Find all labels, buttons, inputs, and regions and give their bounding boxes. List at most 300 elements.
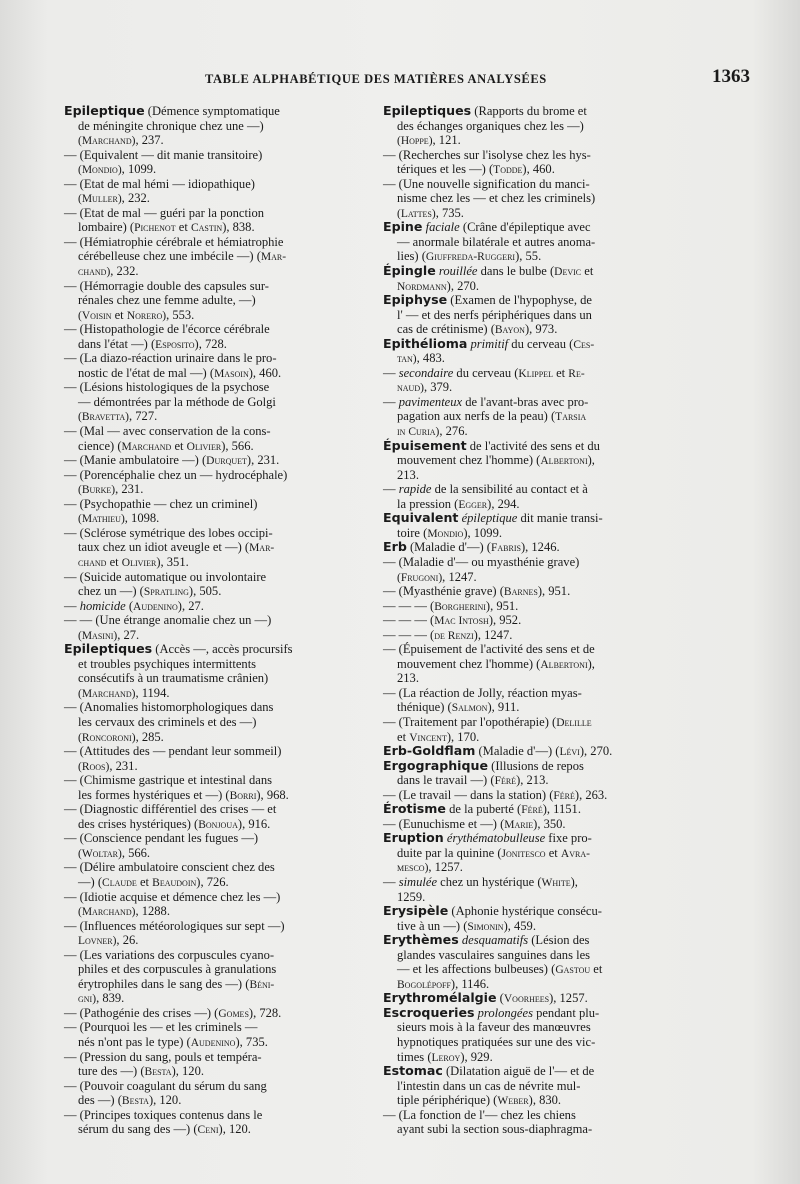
index-text: — (Equivalent — dit manie transitoire) (64, 147, 263, 162)
right-index-column (383, 104, 686, 1137)
index-line (64, 1108, 364, 1123)
index-text: Mar- (249, 542, 275, 555)
index-text: lombaire) ( (78, 220, 135, 235)
index-text: — (Pouvoir coagulant du sérum du sang (64, 1078, 267, 1093)
index-text: , 1098. (124, 511, 160, 526)
index-text: la pression ( (397, 496, 459, 511)
index-text: , 1099. (121, 162, 157, 177)
index-text: et (397, 729, 410, 744)
index-text: pagation aux nerfs de la peau) ( (397, 409, 556, 424)
index-text: pendant plu- (532, 1005, 600, 1020)
index-text: ), 1099. (463, 525, 502, 540)
index-text: ), 838. (222, 220, 255, 235)
index-text: chez un —) ( (78, 584, 144, 599)
index-text: de Renzi (434, 629, 474, 642)
index-text: prolongées (477, 1005, 533, 1020)
index-text: 213. (397, 467, 419, 482)
index-text: , 232. (110, 264, 139, 279)
index-line (383, 351, 686, 366)
index-text: (Marchand) (78, 906, 136, 919)
header-title: TABLE ALPHABÉTIQUE DES MATIÈRES ANALYSÉES (205, 72, 547, 86)
index-line (64, 293, 364, 308)
index-line (383, 817, 686, 832)
index-text: ), 566. (221, 438, 254, 453)
index-text: ), 916. (237, 816, 271, 831)
index-headword: Érotisme (383, 801, 446, 817)
index-line (64, 1064, 364, 1079)
index-text: ), (587, 453, 595, 468)
index-text: — (Les variations des corpuscules cyano- (64, 947, 275, 962)
index-text: (Roncoroni) (78, 731, 136, 744)
index-line (64, 380, 364, 395)
index-line (383, 162, 686, 177)
index-text: gni) (78, 993, 97, 1006)
index-text: Re- (568, 367, 585, 380)
index-text: ), 1257. (549, 991, 588, 1006)
index-text: Voorhees (503, 993, 550, 1006)
index-text: (Mondio) (78, 164, 122, 177)
index-line (383, 104, 686, 119)
index-text: Féré (521, 804, 543, 817)
index-text: — (La fonction de l'— chez les chiens (383, 1107, 576, 1122)
index-line (64, 1093, 364, 1108)
index-text: — (Myasthénie grave) ( (383, 584, 504, 599)
index-text: — (Pression du sang, pouls et tempéra- (64, 1049, 262, 1064)
index-text: tive à un —) ( (397, 918, 468, 933)
index-text: ( (496, 991, 504, 1006)
index-line (64, 235, 364, 250)
index-line (64, 133, 364, 148)
index-text: (Hoppe) (397, 135, 433, 148)
index-headword: Escroqueries (383, 1004, 475, 1020)
index-text: nostic de l'état de mal —) ( (78, 365, 215, 380)
index-line (64, 948, 364, 963)
index-text: (Frugoni) (397, 571, 443, 584)
running-header (60, 66, 750, 90)
index-text: ), 728. (194, 336, 227, 351)
index-line (64, 657, 364, 672)
index-text: , 1194. (135, 685, 170, 700)
index-line (383, 977, 686, 992)
index-line (383, 380, 686, 395)
index-line (64, 177, 364, 192)
index-line (383, 686, 686, 701)
index-text: (Marchand) (78, 135, 136, 148)
index-text: — (Chimisme gastrique et intestinal dans (64, 773, 273, 788)
index-text: philes et des corpuscules à granulations (78, 962, 277, 977)
index-line (383, 264, 686, 279)
index-line (64, 759, 364, 774)
index-text: (Roos) (78, 760, 110, 773)
index-line (383, 206, 686, 221)
index-text: ), 459. (503, 918, 536, 933)
index-line (383, 191, 686, 206)
index-text: ), 952. (488, 613, 522, 628)
index-line (64, 1122, 364, 1137)
index-text: Barnes (503, 586, 538, 599)
index-text: dans le travail —) ( (397, 773, 495, 788)
index-text: dans le bulbe ( (477, 264, 555, 279)
index-text: Lovner) (78, 935, 117, 948)
index-text: — (La réaction de Jolly, réaction myas- (383, 685, 582, 700)
index-line (64, 831, 364, 846)
index-line (383, 657, 686, 672)
index-line (64, 628, 364, 643)
index-text: des crises hystériques) ( (78, 816, 199, 831)
index-line (64, 409, 364, 424)
index-text: Féré (494, 775, 517, 788)
index-text: et (590, 962, 603, 977)
index-line (64, 788, 364, 803)
index-text: Olivier (121, 556, 157, 569)
index-text: Simonin (467, 920, 504, 933)
index-text: taux chez un idiot aveugle et —) ( (78, 540, 250, 555)
index-headword: Estomac (383, 1063, 443, 1079)
index-text: Jonitesco (501, 847, 546, 860)
index-line (64, 1006, 364, 1021)
index-line (64, 540, 364, 555)
index-line (64, 570, 364, 585)
index-line (64, 977, 364, 992)
index-line (383, 1006, 686, 1021)
index-text: — (383, 482, 399, 497)
index-line (64, 322, 364, 337)
index-line (64, 279, 364, 294)
index-text: de la puberté ( (445, 802, 522, 817)
index-text: — (Lésions histologiques de la psychose (64, 380, 270, 395)
index-text: — (Suicide automatique ou involontaire (64, 569, 267, 584)
index-text: ( (125, 598, 134, 613)
index-text: , 1247. (442, 569, 477, 584)
index-text: et (171, 438, 187, 453)
index-line (64, 220, 364, 235)
index-line (64, 991, 364, 1006)
index-text: ), 1247. (473, 627, 513, 642)
index-line (383, 119, 686, 134)
index-line (64, 890, 364, 905)
index-text: Lévi (559, 746, 580, 759)
index-text: dit manie transi- (517, 511, 603, 526)
index-text: ), 728. (248, 1005, 282, 1020)
index-text: , 566. (121, 845, 151, 860)
index-line (383, 570, 686, 585)
index-text: , 735. (435, 205, 464, 220)
left-index-column (64, 104, 364, 1137)
index-line (383, 788, 686, 803)
index-text: — et les affections bulbeuses) ( (397, 962, 556, 977)
index-text: — anormale bilatérale et autres anoma- (397, 234, 596, 249)
index-line (383, 220, 686, 235)
index-line (64, 962, 364, 977)
index-text: Todde (493, 164, 523, 177)
index-text: simulée (398, 874, 438, 889)
index-text: — (La diazo-réaction urinaire dans le pro- (64, 351, 277, 366)
index-text: ), 120. (148, 1093, 182, 1108)
index-text: — (383, 874, 399, 889)
index-line (383, 860, 686, 875)
index-text: Besta (121, 1095, 149, 1108)
index-text: (Crâne d'épileptique avec (459, 220, 591, 235)
index-line (383, 628, 686, 643)
index-line (383, 919, 686, 934)
index-text: secondaire (398, 365, 454, 380)
index-text: lies) ( (397, 249, 426, 264)
index-text: — (Hémiatrophie cérébrale et hémiatrophie (64, 234, 284, 249)
index-text: , 26. (116, 933, 139, 948)
index-headword: Ergographique (383, 757, 489, 773)
index-text: — (Anomalies histomorphologiques dans (64, 700, 274, 715)
index-text: — (Influences météorologiques sur sept —) (64, 918, 285, 933)
index-line (64, 1020, 364, 1035)
index-text: — (Principes toxiques contenus dans le (64, 1107, 263, 1122)
index-text: ), 951. (485, 598, 519, 613)
index-line (383, 497, 686, 512)
index-line (383, 948, 686, 963)
index-line (64, 482, 364, 497)
index-text: — démontrées par la méthode de Golgi (78, 394, 276, 409)
index-headword: Epine (383, 219, 423, 235)
index-text: Tarsia (555, 411, 587, 424)
index-text: , 1288. (135, 904, 170, 919)
index-text: rapide (398, 482, 432, 497)
index-line (383, 424, 686, 439)
index-text: ), 263. (574, 787, 608, 802)
index-text: Avra- (560, 847, 590, 860)
index-line (383, 890, 686, 905)
index-line (383, 526, 686, 541)
index-text: cience) ( (78, 438, 122, 453)
index-text: — (Attitudes des — pendant leur sommeil) (64, 744, 282, 759)
index-text: Albertoni (540, 658, 588, 671)
index-text: — (Une nouvelle signification du manci- (383, 176, 590, 191)
index-line (64, 860, 364, 875)
index-text: — (Pourquoi les — et les criminels — (64, 1020, 258, 1035)
index-line (383, 1108, 686, 1123)
index-line (383, 700, 686, 715)
index-text: — (383, 365, 399, 380)
index-text: , 121. (432, 133, 461, 148)
index-line (64, 802, 364, 817)
index-text: — (Etat de mal hémi — idiopathique) (64, 176, 255, 191)
index-text: — (Porencéphalie chez un — hydrocéphale) (64, 467, 288, 482)
index-text: Pichenot (134, 222, 176, 235)
index-text: 1259. (397, 889, 426, 904)
index-text: Marchand (121, 440, 172, 453)
index-text: les cervaux des criminels et des —) (78, 714, 257, 729)
index-text: sieurs mois à la faveur des manœuvres (397, 1020, 591, 1035)
index-line (383, 715, 686, 730)
index-line (383, 773, 686, 788)
index-line (64, 148, 364, 163)
index-text: ), 170. (446, 729, 480, 744)
index-text: , 237. (135, 133, 164, 148)
index-text: naud) (397, 382, 424, 395)
index-text: rénales chez une femme adulte, —) (78, 293, 256, 308)
index-headword: Erythromélalgie (383, 990, 497, 1006)
index-text: Gomes (218, 1007, 249, 1020)
index-text: toire ( (397, 525, 428, 540)
index-text: , 27. (117, 627, 140, 642)
index-line (64, 686, 364, 701)
index-headword: Eruption (383, 830, 444, 846)
index-text: Devic (554, 266, 582, 279)
index-line (64, 700, 364, 715)
index-line (64, 337, 364, 352)
index-line (64, 453, 364, 468)
index-line (64, 904, 364, 919)
index-headword: Epithélioma (383, 335, 468, 351)
index-line (64, 599, 364, 614)
index-line (383, 511, 686, 526)
index-text: et (581, 264, 594, 279)
index-line (383, 933, 686, 948)
index-text: dans l'état —) ( (78, 336, 156, 351)
index-line (383, 409, 686, 424)
index-text: Marie (504, 818, 534, 831)
index-headword: Erysipèle (383, 903, 449, 919)
index-text: des —) ( (78, 1093, 122, 1108)
index-text: nisme chez les — et chez les criminels) (397, 191, 596, 206)
index-line (64, 264, 364, 279)
index-headword: Epileptiques (383, 103, 472, 118)
index-text: , 231. (115, 482, 144, 497)
index-text: Béni- (249, 978, 275, 991)
index-text: Giuffreda-Ruggeri (425, 251, 516, 264)
index-text: Féré (553, 789, 575, 802)
index-line (383, 846, 686, 861)
index-line (383, 642, 686, 657)
index-text: — (Diagnostic différentiel des crises — et (64, 802, 277, 817)
index-line (383, 540, 686, 555)
index-line (64, 555, 364, 570)
index-text: Castin (190, 222, 223, 235)
index-line (383, 133, 686, 148)
index-text: ), 231. (246, 453, 280, 468)
index-text: ), 968. (256, 787, 289, 802)
index-text: — (Recherches sur l'isolyse chez les hys- (383, 147, 591, 162)
index-line (64, 206, 364, 221)
index-line (383, 831, 686, 846)
index-text: (Démence symptomatique (144, 104, 280, 118)
index-line (383, 366, 686, 381)
index-text: ), 951. (537, 584, 571, 599)
index-text: ), 294. (487, 496, 520, 511)
index-text: — (Conscience pendant les fugues —) (64, 831, 259, 846)
index-text: ), 350. (533, 816, 566, 831)
index-text: ), (570, 874, 578, 889)
index-text: ), 1246. (520, 540, 560, 555)
index-line (64, 395, 364, 410)
index-text: ), 973. (524, 322, 558, 337)
index-text: Masoin (214, 367, 249, 380)
index-line (383, 177, 686, 192)
index-text: — (Pathogénie des crises —) ( (64, 1005, 219, 1020)
page-number: 1363 (712, 66, 750, 87)
index-text: Bayon (494, 324, 525, 337)
index-text: ), 351. (156, 554, 189, 569)
index-line (383, 599, 686, 614)
index-text: de la sensibilité au contact et à (431, 482, 588, 497)
index-text: White (541, 876, 571, 889)
index-text: ), (587, 656, 595, 671)
index-text: et (545, 845, 561, 860)
index-text: Nordmann (397, 280, 447, 293)
index-text: du cerveau ( (453, 365, 519, 380)
index-line (383, 1064, 686, 1079)
index-text: — (Sclérose symétrique des lobes occipi- (64, 525, 273, 540)
index-text: et (175, 220, 191, 235)
index-text: ), 55. (515, 249, 542, 264)
index-text: (Bravetta) (78, 411, 129, 424)
index-line (383, 671, 686, 686)
index-line (64, 366, 364, 381)
index-text: de l'avant-bras avec pro- (462, 394, 589, 409)
index-text: et (552, 365, 569, 380)
index-line (64, 875, 364, 890)
index-text: Olivier (186, 440, 222, 453)
index-line (64, 1035, 364, 1050)
index-text: Fabris (490, 542, 521, 555)
index-text: Ceni (197, 1124, 219, 1137)
index-text: (Dilatation aiguë de l'— et de (442, 1064, 595, 1079)
index-text: mouvement chez l'homme) ( (397, 656, 541, 671)
index-text: — (Idiotie acquise et démence chez les —) (64, 889, 281, 904)
index-text: sérum du sang des —) ( (78, 1122, 198, 1137)
index-text: 213. (397, 671, 419, 686)
index-line (383, 468, 686, 483)
index-text: hypnotiques pratiquées sur une des vic- (397, 1035, 596, 1049)
index-text: Ces- (573, 338, 595, 351)
index-text: ), 120. (218, 1122, 251, 1137)
index-text: les formes hystériques et —) ( (78, 787, 230, 802)
index-line (64, 162, 364, 177)
index-text: ), 270. (446, 278, 480, 293)
index-text: et troubles psychiques intermittents (78, 656, 257, 671)
index-text: Mondio (427, 527, 464, 540)
index-line (383, 439, 686, 454)
index-text: — (Mal — avec conservation de la cons- (64, 424, 271, 439)
index-line (64, 817, 364, 832)
index-text: fixe pro- (545, 831, 592, 846)
index-text: (Aphonie hystérique consécu- (448, 904, 602, 919)
index-text: , 379. (423, 380, 453, 395)
index-line (383, 584, 686, 599)
index-text: Vincent (409, 731, 447, 744)
index-text: , 1257. (428, 860, 463, 875)
index-text: , 231. (109, 758, 138, 773)
index-line (64, 1050, 364, 1065)
index-line (383, 279, 686, 294)
index-text: Audenino (133, 600, 178, 613)
index-text: Salmon (451, 702, 488, 715)
index-text: Spratling (143, 586, 189, 599)
index-text: mouvement chez l'homme) ( (397, 453, 541, 468)
index-text: Durquet (206, 455, 247, 468)
index-text: — — (Une étrange anomalie chez un —) (64, 613, 272, 628)
index-text: (Woltar) (78, 847, 122, 860)
index-text: ), 120. (171, 1064, 204, 1079)
index-line (383, 395, 686, 410)
index-line (64, 773, 364, 788)
index-text: Leroy (431, 1051, 461, 1064)
index-headword: Epileptiques (64, 641, 153, 657)
index-text: , 727. (129, 409, 158, 424)
index-text: ), 505. (188, 584, 222, 599)
index-text: — (383, 394, 399, 409)
index-headword: Epiphyse (383, 292, 448, 308)
index-text: Gastou (555, 964, 591, 977)
index-line (64, 919, 364, 934)
